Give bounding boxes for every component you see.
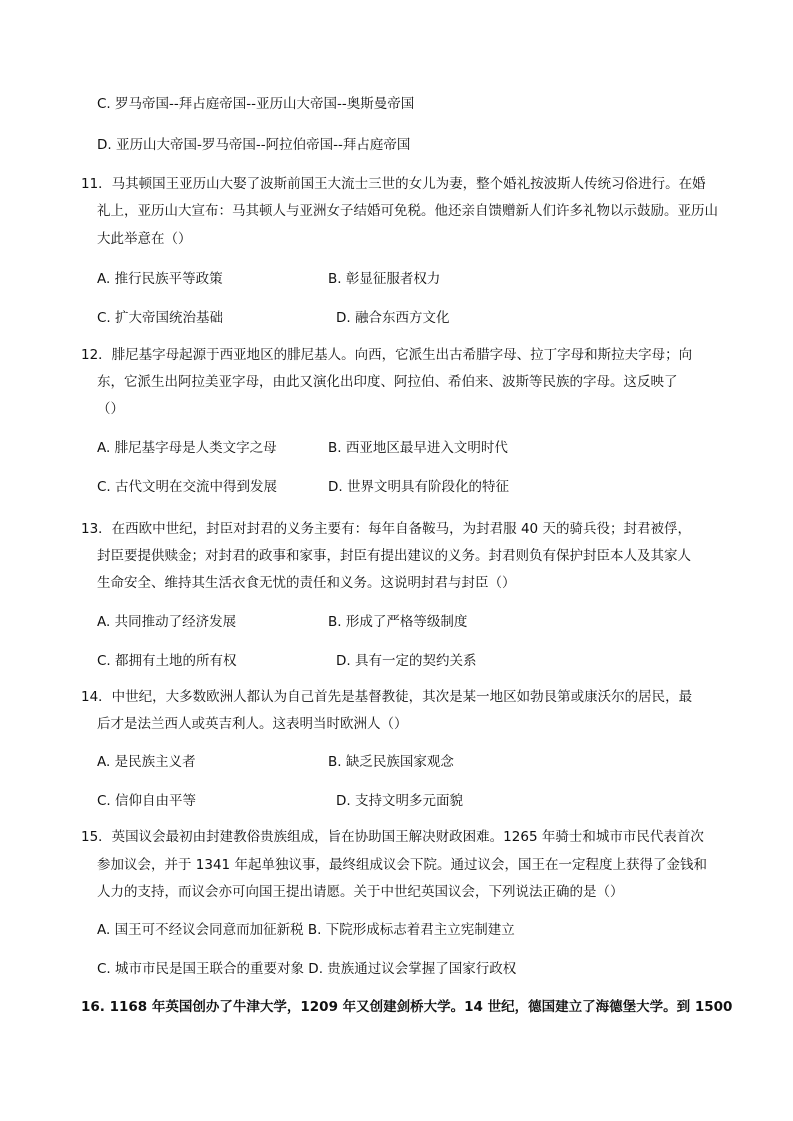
q13-option-a: A. 共同推动了经济发展	[97, 614, 237, 630]
q16-stem-line1: 16. 1168 年英国创办了牛津大学，1209 年又创建剑桥大学。14 世纪，德国建立了海德堡大学。到 1500	[81, 999, 733, 1015]
q14-option-a: A. 是民族主义者	[97, 754, 196, 770]
q15-options-ab: A. 国王可不经议会同意而加征新税 B. 下院形成标志着君主立宪制建立	[97, 922, 515, 938]
q11-option-a: A. 推行民族平等政策	[97, 271, 223, 287]
q14-stem-line2: 后才是法兰西人或英吉利人。这表明当时欧洲人（）	[97, 716, 408, 732]
q13-option-d: D. 具有一定的契约关系	[336, 653, 477, 669]
q15-stem-line3: 人力的支持，而议会亦可向国王提出请愿。关于中世纪英国议会，下列说法正确的是（）	[97, 884, 624, 900]
q14-option-d: D. 支持文明多元面貌	[336, 793, 463, 809]
q13-option-b: B. 形成了严格等级制度	[328, 614, 468, 630]
q10-option-c: C. 罗马帝国--拜占庭帝国--亚历山大帝国--奥斯曼帝国	[97, 96, 415, 112]
q13-stem-line2: 封臣要提供赎金；对封君的政事和家事，封臣有提出建议的义务。封君则负有保护封臣本人及其家人	[97, 548, 691, 564]
q12-option-d: D. 世界文明具有阶段化的特征	[328, 479, 509, 495]
q11-option-b: B. 彰显征服者权力	[328, 271, 441, 287]
q12-stem-line1: 12．腓尼基字母起源于西亚地区的腓尼基人。向西，它派生出古希腊字母、拉丁字母和斯拉夫字母；向	[81, 347, 693, 363]
q12-stem-line2: 东，它派生出阿拉美亚字母，由此又演化出印度、阿拉伯、希伯来、波斯等民族的字母。这反映了	[97, 374, 678, 390]
q14-option-b: B. 缺乏民族国家观念	[328, 754, 454, 770]
q13-stem-line1: 13．在西欧中世纪，封臣对封君的义务主要有：每年自备鞍马，为封君服 40 天的骑兵役；封君被俘，	[81, 521, 691, 537]
q11-stem-line3: 大此举意在（）	[97, 231, 192, 247]
q15-stem-line1: 15．英国议会最初由封建教俗贵族组成，旨在协助国王解决财政困难。1265 年骑士和城市市民代表首次	[81, 829, 704, 845]
q11-option-d: D. 融合东西方文化	[336, 310, 450, 326]
q13-option-c: C. 都拥有土地的所有权	[97, 653, 237, 669]
q12-option-a: A. 腓尼基字母是人类文字之母	[97, 440, 277, 456]
q11-option-c: C. 扩大帝国统治基础	[97, 310, 224, 326]
q12-stem-line3: （）	[97, 401, 124, 417]
q12-option-c: C. 古代文明在交流中得到发展	[97, 479, 278, 495]
q13-stem-line3: 生命安全、维持其生活衣食无忧的责任和义务。这说明封君与封臣（）	[97, 575, 516, 591]
q12-option-b: B. 西亚地区最早进入文明时代	[328, 440, 508, 456]
q14-stem-line1: 14．中世纪，大多数欧洲人都认为自己首先是基督教徒，其次是某一地区如勃艮第或康沃尔的居民，最	[81, 689, 693, 705]
q11-stem-line2: 礼上，亚历山大宣布：马其顿人与亚洲女子结婚可免税。他还亲自馈赠新人们许多礼物以示鼓励。亚历山	[97, 203, 718, 219]
q10-option-d: D. 亚历山大帝国-罗马帝国--阿拉伯帝国--拜占庭帝国	[97, 137, 411, 153]
q14-option-c: C. 信仰自由平等	[97, 793, 197, 809]
q15-options-cd: C. 城市市民是国王联合的重要对象 D. 贵族通过议会掌握了国家行政权	[97, 961, 517, 977]
q15-stem-line2: 参加议会，并于 1341 年起单独议事，最终组成议会下院。通过议会，国王在一定程度上获得了金钱和	[97, 857, 707, 873]
q11-stem-line1: 11．马其顿国王亚历山大娶了波斯前国王大流士三世的女儿为妻，整个婚礼按波斯人传统习俗进行。在婚	[81, 176, 706, 192]
